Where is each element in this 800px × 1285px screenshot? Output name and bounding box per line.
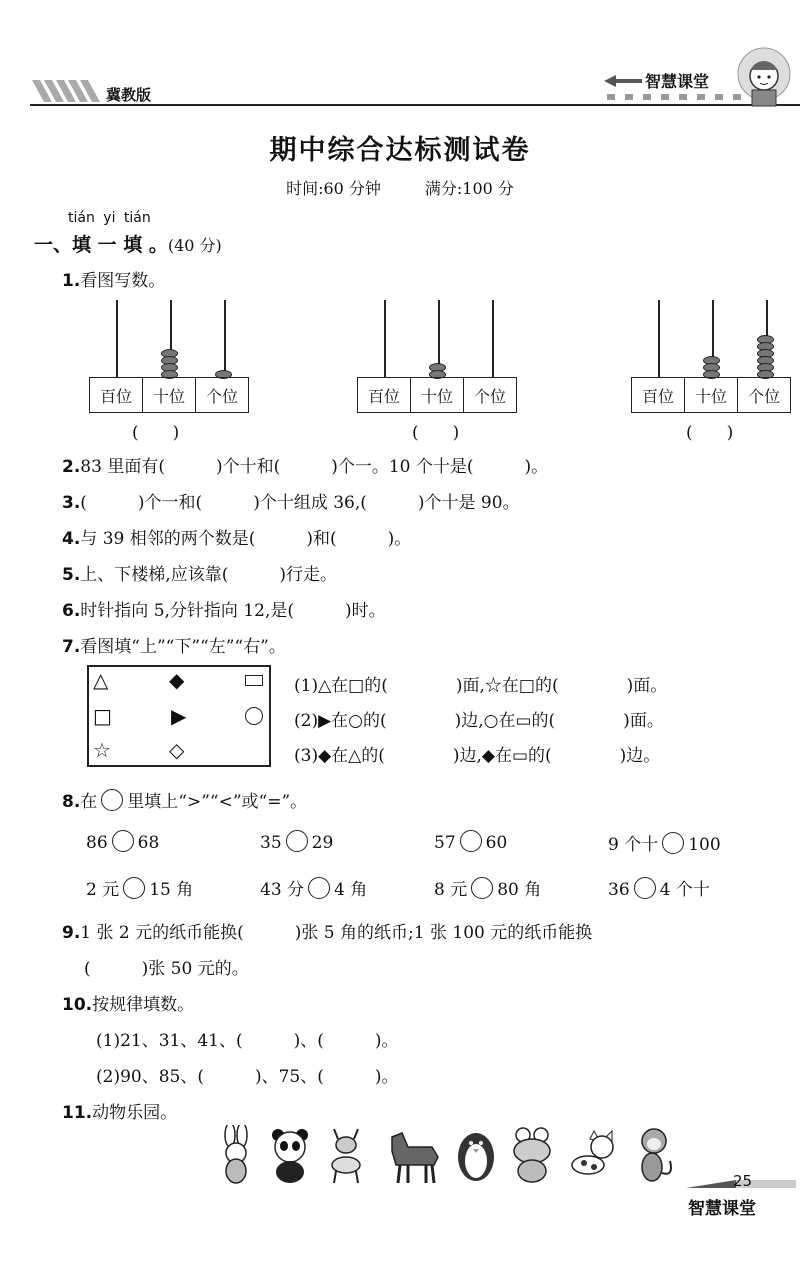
rectangle-icon bbox=[245, 675, 263, 686]
abacus-rod bbox=[116, 300, 118, 378]
question-text: 在 bbox=[80, 792, 98, 812]
compare-right: 4 角 bbox=[334, 880, 368, 900]
abacus-rod bbox=[658, 300, 660, 378]
question-text[interactable]: ( )个一和( )个十组成 36,( )个十是 90。 bbox=[80, 493, 520, 513]
compare-item bbox=[608, 875, 710, 900]
circle-icon bbox=[245, 707, 263, 725]
hundreds-label: 百位 bbox=[632, 378, 685, 413]
compare-item bbox=[86, 875, 193, 900]
compare-right: 29 bbox=[311, 833, 334, 853]
compare-right: 68 bbox=[137, 833, 160, 853]
answer-blank[interactable]: ( ) bbox=[132, 423, 180, 443]
question-4 bbox=[62, 524, 411, 549]
section-title bbox=[34, 230, 222, 257]
sequence-2[interactable]: (2)90、85、( )、75、( )。 bbox=[96, 1067, 399, 1087]
question-9-line-2[interactable]: ( )张 50 元的。 bbox=[84, 959, 249, 979]
question-text: 动物乐园。 bbox=[92, 1103, 178, 1123]
tens-label: 十位 bbox=[143, 378, 196, 413]
question-number: 10. bbox=[62, 995, 93, 1015]
frog-icon bbox=[508, 1125, 556, 1185]
question-6 bbox=[62, 596, 386, 621]
question-number: 8. bbox=[62, 792, 81, 812]
compare-right: 100 bbox=[688, 835, 721, 855]
ones-label: 个位 bbox=[464, 378, 517, 413]
question-text[interactable]: 1 张 2 元的纸币能换( )张 5 角的纸币;1 张 100 元的纸币能换 bbox=[80, 923, 593, 943]
time-limit: 时间:60 分钟 bbox=[286, 179, 381, 198]
question-11 bbox=[62, 1098, 177, 1123]
panda-icon bbox=[266, 1125, 314, 1185]
question-text[interactable]: 时针指向 5,分针指向 12,是( )时。 bbox=[80, 601, 386, 621]
question-text: 看图填“上”“下”“左”“右”。 bbox=[80, 637, 286, 657]
ones-label: 个位 bbox=[738, 378, 791, 413]
question-number: 6. bbox=[62, 601, 81, 621]
place-value-table bbox=[631, 377, 791, 413]
deer-icon bbox=[322, 1125, 370, 1185]
compare-left: 36 bbox=[608, 880, 630, 900]
place-value-table bbox=[89, 377, 249, 413]
compare-left: 35 bbox=[260, 833, 282, 853]
answer-circle[interactable] bbox=[112, 830, 134, 852]
question-number: 11. bbox=[62, 1103, 93, 1123]
cat-icon bbox=[564, 1125, 620, 1185]
answer-blank[interactable]: ( ) bbox=[686, 423, 734, 443]
question-text: 按规律填数。 bbox=[92, 995, 195, 1015]
question-text: 看图写数。 bbox=[80, 271, 166, 291]
question-2 bbox=[62, 452, 548, 477]
exam-info bbox=[0, 176, 800, 199]
compare-left: 8 元 bbox=[434, 880, 468, 900]
compare-left: 9 个十 bbox=[608, 835, 659, 855]
abacus-rod bbox=[492, 300, 494, 378]
compare-item bbox=[608, 830, 721, 855]
page-title: 期中综合达标测试卷 bbox=[269, 135, 531, 166]
hundreds-label: 百位 bbox=[358, 378, 411, 413]
answer-circle[interactable] bbox=[662, 832, 684, 854]
question-9 bbox=[62, 918, 592, 943]
compare-right: 15 角 bbox=[149, 880, 194, 900]
question-3 bbox=[62, 488, 520, 513]
page-number: 25 bbox=[733, 1172, 753, 1190]
shape-grid bbox=[87, 665, 271, 767]
penguin-icon bbox=[452, 1125, 500, 1185]
edition-label: 冀教版 bbox=[106, 86, 152, 104]
abacus-rod bbox=[224, 300, 226, 378]
answer-circle[interactable] bbox=[123, 877, 145, 899]
diamond-filled-icon: ◆ bbox=[169, 668, 185, 692]
q7-line-1[interactable]: (1)△在□的( )面,☆在□的( )面。 bbox=[294, 676, 668, 696]
question-number: 1. bbox=[62, 271, 81, 291]
compare-left: 86 bbox=[86, 833, 108, 853]
question-number: 9. bbox=[62, 923, 81, 943]
compare-item bbox=[434, 875, 541, 900]
place-value-table bbox=[357, 377, 517, 413]
sequence-1[interactable]: (1)21、31、41、( )、( )。 bbox=[96, 1031, 399, 1051]
question-1 bbox=[62, 266, 165, 291]
hundreds-label: 百位 bbox=[90, 378, 143, 413]
square-icon: □ bbox=[93, 704, 112, 728]
girl-mascot-icon bbox=[730, 46, 796, 110]
section-pinyin: tián yi tián bbox=[68, 210, 151, 226]
compare-circle-icon bbox=[101, 789, 123, 811]
triangle-icon: △ bbox=[93, 668, 109, 692]
diamond-outline-icon: ◇ bbox=[169, 738, 185, 762]
answer-blank[interactable]: ( ) bbox=[412, 423, 460, 443]
header-dots bbox=[605, 92, 745, 102]
question-7 bbox=[62, 632, 286, 657]
ones-label: 个位 bbox=[196, 378, 249, 413]
q7-line-2[interactable]: (2)▶在○的( )边,○在▭的( )面。 bbox=[294, 711, 664, 731]
monkey-icon bbox=[630, 1125, 678, 1185]
arrow-icon bbox=[604, 74, 644, 88]
compare-left: 43 分 bbox=[260, 880, 305, 900]
tens-label: 十位 bbox=[685, 378, 738, 413]
compare-right: 80 角 bbox=[497, 880, 542, 900]
question-text[interactable]: 83 里面有( )个十和( )个一。10 个十是( )。 bbox=[80, 457, 549, 477]
compare-item bbox=[260, 875, 367, 900]
header-stripes bbox=[30, 78, 100, 104]
brand-label: 智慧课堂 bbox=[645, 72, 710, 91]
question-text[interactable]: 与 39 相邻的两个数是( )和( )。 bbox=[80, 529, 412, 549]
tens-label: 十位 bbox=[411, 378, 464, 413]
answer-circle[interactable] bbox=[460, 830, 482, 852]
horse-icon bbox=[382, 1125, 444, 1185]
section-title-text: 一、填 一 填 。 bbox=[34, 234, 168, 256]
compare-right: 60 bbox=[485, 833, 508, 853]
question-number: 5. bbox=[62, 565, 81, 585]
compare-left: 57 bbox=[434, 833, 456, 853]
play-triangle-icon: ▶ bbox=[171, 704, 187, 728]
question-5 bbox=[62, 560, 337, 585]
total-score: 满分:100 分 bbox=[424, 179, 514, 198]
star-icon: ☆ bbox=[93, 738, 111, 762]
answer-circle[interactable] bbox=[471, 877, 493, 899]
compare-right: 4 个十 bbox=[659, 880, 710, 900]
question-10 bbox=[62, 990, 194, 1015]
question-text[interactable]: 上、下楼梯,应该靠( )行走。 bbox=[80, 565, 337, 585]
compare-item bbox=[434, 830, 507, 853]
answer-circle[interactable] bbox=[634, 877, 656, 899]
answer-circle[interactable] bbox=[308, 877, 330, 899]
question-number: 2. bbox=[62, 457, 81, 477]
compare-left: 2 元 bbox=[86, 880, 120, 900]
question-8 bbox=[62, 787, 307, 812]
answer-circle[interactable] bbox=[286, 830, 308, 852]
compare-item bbox=[86, 830, 159, 853]
question-number: 4. bbox=[62, 529, 81, 549]
question-text: 里填上“>”“<”或“=”。 bbox=[127, 792, 308, 812]
footer-brand: 智慧课堂 bbox=[688, 1199, 756, 1219]
header-rule bbox=[30, 104, 800, 106]
compare-item bbox=[260, 830, 333, 853]
question-number: 7. bbox=[62, 637, 81, 657]
q7-line-3[interactable]: (3)◆在△的( )边,◆在▭的( )边。 bbox=[294, 746, 661, 766]
rabbit-icon bbox=[212, 1125, 260, 1185]
abacus-rod bbox=[384, 300, 386, 378]
question-number: 3. bbox=[62, 493, 81, 513]
section-score: (40 分) bbox=[167, 236, 222, 255]
